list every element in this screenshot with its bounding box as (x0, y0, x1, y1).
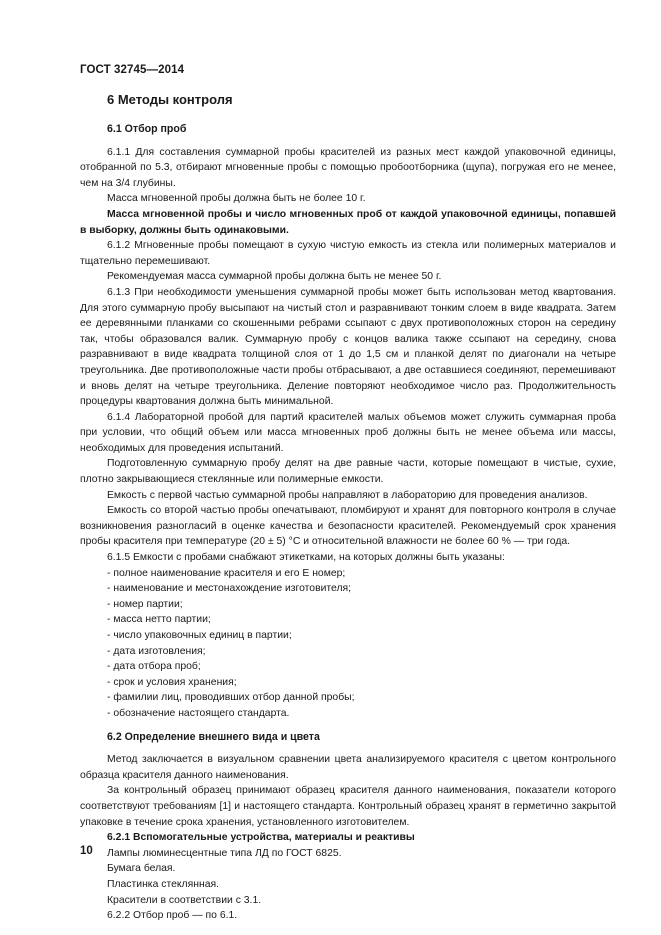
paragraph: 6.1.1 Для составления суммарной пробы красителей из разных мест каждой упаковочной единицы, отобранной по 5.3, отбирают мгновенные пробы с помощью пробоотборника (щупа), погружая его не менее, чем на 3/4 глубины. (80, 146, 616, 189)
paragraph: Подготовленную суммарную пробу делят на две равные части, которые помещают в чистые, сухие, плотно закрывающиеся стеклянные или полимерные емкости. (80, 458, 616, 486)
subsection-title: 6.1 Отбор проб (107, 123, 187, 135)
subsection-title: 6.2 Определение внешнего вида и цвета (107, 730, 320, 743)
paragraph: Лампы люминесцентные типа ЛД по ГОСТ 6825. (107, 847, 342, 859)
paragraph: 6.1.4 Лабораторной пробой для партий красителей малых объемов может служить суммарная проба при условии, что общий объем или масса мгновенных проб должны быть не менее объема или массы, необходимых для проведения испытаний. (80, 411, 616, 454)
paragraph: Бумага белая. (107, 863, 176, 875)
list-item: - число упаковочных единиц в партии; (107, 630, 292, 641)
page-number: 10 (80, 845, 93, 857)
list-item: - дата отбора проб; (107, 661, 201, 673)
list-item: - обозначение настоящего стандарта. (107, 707, 290, 719)
paragraph: Емкость со второй частью пробы опечатывают, пломбируют и хранят для повторного контроля в случае возникновения разногласий в оценке качества и безопасности красителей. Рекомендуемый срок хранения пробы красителя при температуре (20 ± 5) °С и относительной влажности не более 60 % — три года. (80, 505, 616, 548)
paragraph: 6.2.2 Отбор проб — по 6.1. (107, 910, 238, 922)
standard-number: ГОСТ 32745—2014 (80, 64, 185, 76)
paragraph: За контрольный образец принимают образец красителя данного наименования, показатели которого соответствуют требованиям [1] и настоящего стандарта. Контрольный образец хранят в герметично закрытой упаковке в течение срока хранения, установленного изготовителем. (80, 785, 616, 828)
list-item: - номер партии; (107, 598, 183, 610)
list-item: - фамилии лиц, проводивших отбор данной пробы; (107, 692, 355, 704)
paragraph: 6.1.5 Емкости с пробами снабжают этикетками, на которых должны быть указаны: (107, 552, 505, 564)
paragraph: 6.1.3 При необходимости уменьшения суммарной пробы может быть использован метод квартования. Для этого суммарную пробу высыпают на чистый стол и разравнивают тонким слоем в виде квадрата. Затем ее деревянными планками со скошенными ребрами ссыпают с двух противоположных сторон на середину так, чтобы образовался валик. Суммарную пробу с концов валика также ссыпают на середину, снова разравнивают в виде квадрата толщиной слоя от 1 до 1,5 см и планкой делят по диагонали на четыре треугольника. Две противоположные части пробы отбрасывают, а две оставшиеся соединяют, перемешивают и вновь делят на четыре треугольника. Деление повторяют необходимое число раз. Продолжительность процедуры квартования должна быть минимальной. (80, 286, 616, 408)
paragraph: Емкость с первой частью суммарной пробы направляют в лабораторию для проведения анализов. (107, 489, 588, 501)
paragraph: Масса мгновенной пробы должна быть не более 10 г. (107, 193, 366, 205)
paragraph-bold: Масса мгновенной пробы и число мгновенных проб от каждой упаковочной единицы, попавшей в выборку, должны быть одинаковыми. (80, 208, 616, 236)
list-item: - наименование и местонахождение изготовителя; (107, 583, 352, 595)
paragraph: Рекомендуемая масса суммарной пробы должна быть не менее 50 г. (107, 271, 442, 283)
paragraph-bold: 6.2.1 Вспомогательные устройства, материалы и реактивы (107, 832, 415, 844)
paragraph: Красители в соответствии с 3.1. (107, 894, 262, 906)
paragraph: 6.1.2 Мгновенные пробы помещают в сухую чистую емкость из стекла или полимерных материалов и тщательно перемешивают. (80, 240, 616, 267)
list-item: - срок и условия хранения; (107, 676, 237, 688)
label-list (80, 566, 616, 722)
list-item: - масса нетто партии; (107, 614, 211, 626)
page-content (80, 90, 616, 924)
list-item: - полное наименование красителя и его Е номер; (107, 567, 346, 579)
paragraph: Метод заключается в визуальном сравнении цвета анализируемого красителя с цветом контрольного образца красителя данного наименования. (80, 754, 616, 781)
list-item: - дата изготовления; (107, 645, 206, 657)
section-title: 6 Методы контроля (107, 92, 233, 107)
paragraph: Пластинка стеклянная. (107, 878, 219, 890)
